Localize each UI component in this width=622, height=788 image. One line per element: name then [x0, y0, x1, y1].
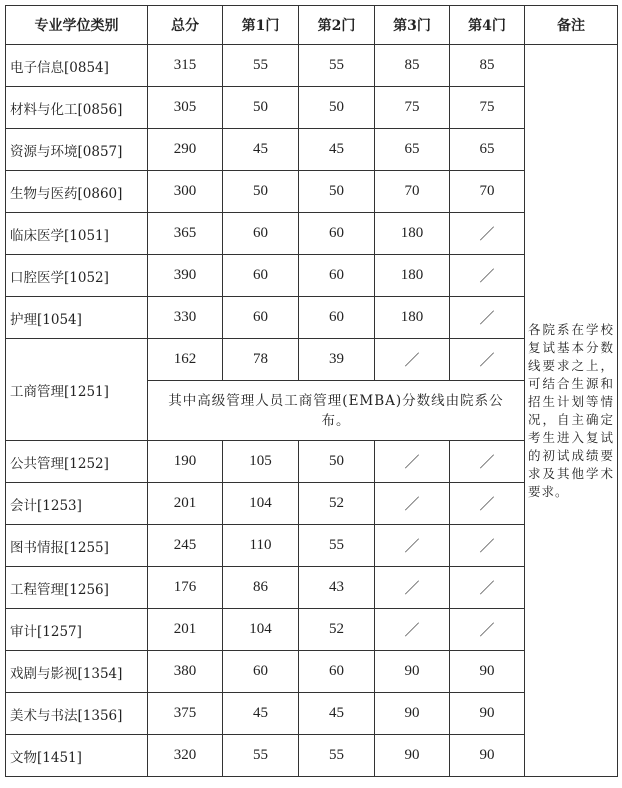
- subject-2-cell: 55: [299, 735, 375, 777]
- category-cell: 材料与化工[0856]: [6, 87, 148, 129]
- header-remarks: 备注: [525, 6, 618, 45]
- subject-4-cell: 70: [450, 171, 525, 213]
- subject-1-cell: 110: [223, 525, 299, 567]
- subject-2-cell: 45: [299, 693, 375, 735]
- emba-note: 其中高级管理人员工商管理(EMBA)分数线由院系公布。: [148, 381, 525, 441]
- subject-2-cell: 60: [299, 297, 375, 339]
- subject-1-cell: 60: [223, 213, 299, 255]
- total-cell: 162: [148, 339, 223, 381]
- category-cell: 护理[1054]: [6, 297, 148, 339]
- subject-4-cell: ／: [450, 567, 525, 609]
- subject-1-cell: 105: [223, 441, 299, 483]
- category-cell: 口腔医学[1052]: [6, 255, 148, 297]
- header-row: [6, 6, 618, 45]
- subject-1-cell: 50: [223, 171, 299, 213]
- subject-1-cell: 55: [223, 735, 299, 777]
- subject-3-cell: ／: [375, 483, 450, 525]
- total-cell: 245: [148, 525, 223, 567]
- subject-3-cell: 75: [375, 87, 450, 129]
- subject-3-cell: 90: [375, 693, 450, 735]
- subject-1-cell: 86: [223, 567, 299, 609]
- subject-3-cell: 180: [375, 213, 450, 255]
- category-cell: 文物[1451]: [6, 735, 148, 777]
- subject-4-cell: 75: [450, 87, 525, 129]
- header-subject-2: 第2门: [299, 6, 375, 45]
- subject-3-cell: ／: [375, 609, 450, 651]
- header-subject-1: 第1门: [223, 6, 299, 45]
- subject-4-cell: 90: [450, 693, 525, 735]
- subject-4-cell: ／: [450, 483, 525, 525]
- total-cell: 201: [148, 609, 223, 651]
- remarks-cell: 各院系在学校复试基本分数线要求之上，可结合生源和招生计划等情况，自主确定考生进入复试的初试成绩要求及其他学术要求。: [525, 45, 618, 777]
- subject-2-cell: 55: [299, 525, 375, 567]
- subject-2-cell: 43: [299, 567, 375, 609]
- subject-1-cell: 50: [223, 87, 299, 129]
- subject-2-cell: 45: [299, 129, 375, 171]
- subject-2-cell: 52: [299, 483, 375, 525]
- subject-2-cell: 60: [299, 651, 375, 693]
- table-row: [6, 45, 618, 87]
- total-cell: 305: [148, 87, 223, 129]
- subject-4-cell: ／: [450, 609, 525, 651]
- subject-1-cell: 55: [223, 45, 299, 87]
- subject-2-cell: 50: [299, 87, 375, 129]
- total-cell: 365: [148, 213, 223, 255]
- header-subject-4: 第4门: [450, 6, 525, 45]
- subject-4-cell: ／: [450, 213, 525, 255]
- subject-2-cell: 55: [299, 45, 375, 87]
- category-cell: 电子信息[0854]: [6, 45, 148, 87]
- subject-4-cell: ／: [450, 441, 525, 483]
- header-subject-3: 第3门: [375, 6, 450, 45]
- total-cell: 320: [148, 735, 223, 777]
- subject-3-cell: ／: [375, 525, 450, 567]
- subject-1-cell: 60: [223, 651, 299, 693]
- subject-1-cell: 60: [223, 297, 299, 339]
- subject-3-cell: 85: [375, 45, 450, 87]
- total-cell: 290: [148, 129, 223, 171]
- category-cell: 会计[1253]: [6, 483, 148, 525]
- subject-3-cell: ／: [375, 441, 450, 483]
- subject-2-cell: 50: [299, 441, 375, 483]
- subject-3-cell: ／: [375, 567, 450, 609]
- category-cell: 工商管理[1251]: [6, 339, 148, 441]
- subject-1-cell: 104: [223, 609, 299, 651]
- category-cell: 图书情报[1255]: [6, 525, 148, 567]
- subject-4-cell: 65: [450, 129, 525, 171]
- subject-2-cell: 60: [299, 255, 375, 297]
- subject-2-cell: 52: [299, 609, 375, 651]
- total-cell: 190: [148, 441, 223, 483]
- subject-2-cell: 60: [299, 213, 375, 255]
- subject-4-cell: ／: [450, 297, 525, 339]
- subject-2-cell: 50: [299, 171, 375, 213]
- subject-3-cell: 90: [375, 735, 450, 777]
- subject-2-cell: 39: [299, 339, 375, 381]
- subject-1-cell: 45: [223, 693, 299, 735]
- total-cell: 330: [148, 297, 223, 339]
- total-cell: 390: [148, 255, 223, 297]
- subject-3-cell: ／: [375, 339, 450, 381]
- subject-1-cell: 104: [223, 483, 299, 525]
- category-cell: 生物与医药[0860]: [6, 171, 148, 213]
- total-cell: 315: [148, 45, 223, 87]
- category-cell: 临床医学[1051]: [6, 213, 148, 255]
- header-total: 总分: [148, 6, 223, 45]
- category-cell: 资源与环境[0857]: [6, 129, 148, 171]
- category-cell: 美术与书法[1356]: [6, 693, 148, 735]
- total-cell: 201: [148, 483, 223, 525]
- subject-3-cell: 180: [375, 255, 450, 297]
- category-cell: 公共管理[1252]: [6, 441, 148, 483]
- subject-4-cell: ／: [450, 339, 525, 381]
- subject-4-cell: 85: [450, 45, 525, 87]
- subject-1-cell: 45: [223, 129, 299, 171]
- total-cell: 176: [148, 567, 223, 609]
- category-cell: 戏剧与影视[1354]: [6, 651, 148, 693]
- subject-4-cell: 90: [450, 735, 525, 777]
- total-cell: 300: [148, 171, 223, 213]
- total-cell: 380: [148, 651, 223, 693]
- subject-1-cell: 78: [223, 339, 299, 381]
- subject-4-cell: ／: [450, 525, 525, 567]
- subject-3-cell: 90: [375, 651, 450, 693]
- subject-4-cell: 90: [450, 651, 525, 693]
- header-category: 专业学位类别: [6, 6, 148, 45]
- subject-4-cell: ／: [450, 255, 525, 297]
- category-cell: 审计[1257]: [6, 609, 148, 651]
- total-cell: 375: [148, 693, 223, 735]
- score-table: [5, 5, 618, 777]
- subject-1-cell: 60: [223, 255, 299, 297]
- category-cell: 工程管理[1256]: [6, 567, 148, 609]
- subject-3-cell: 65: [375, 129, 450, 171]
- subject-3-cell: 70: [375, 171, 450, 213]
- subject-3-cell: 180: [375, 297, 450, 339]
